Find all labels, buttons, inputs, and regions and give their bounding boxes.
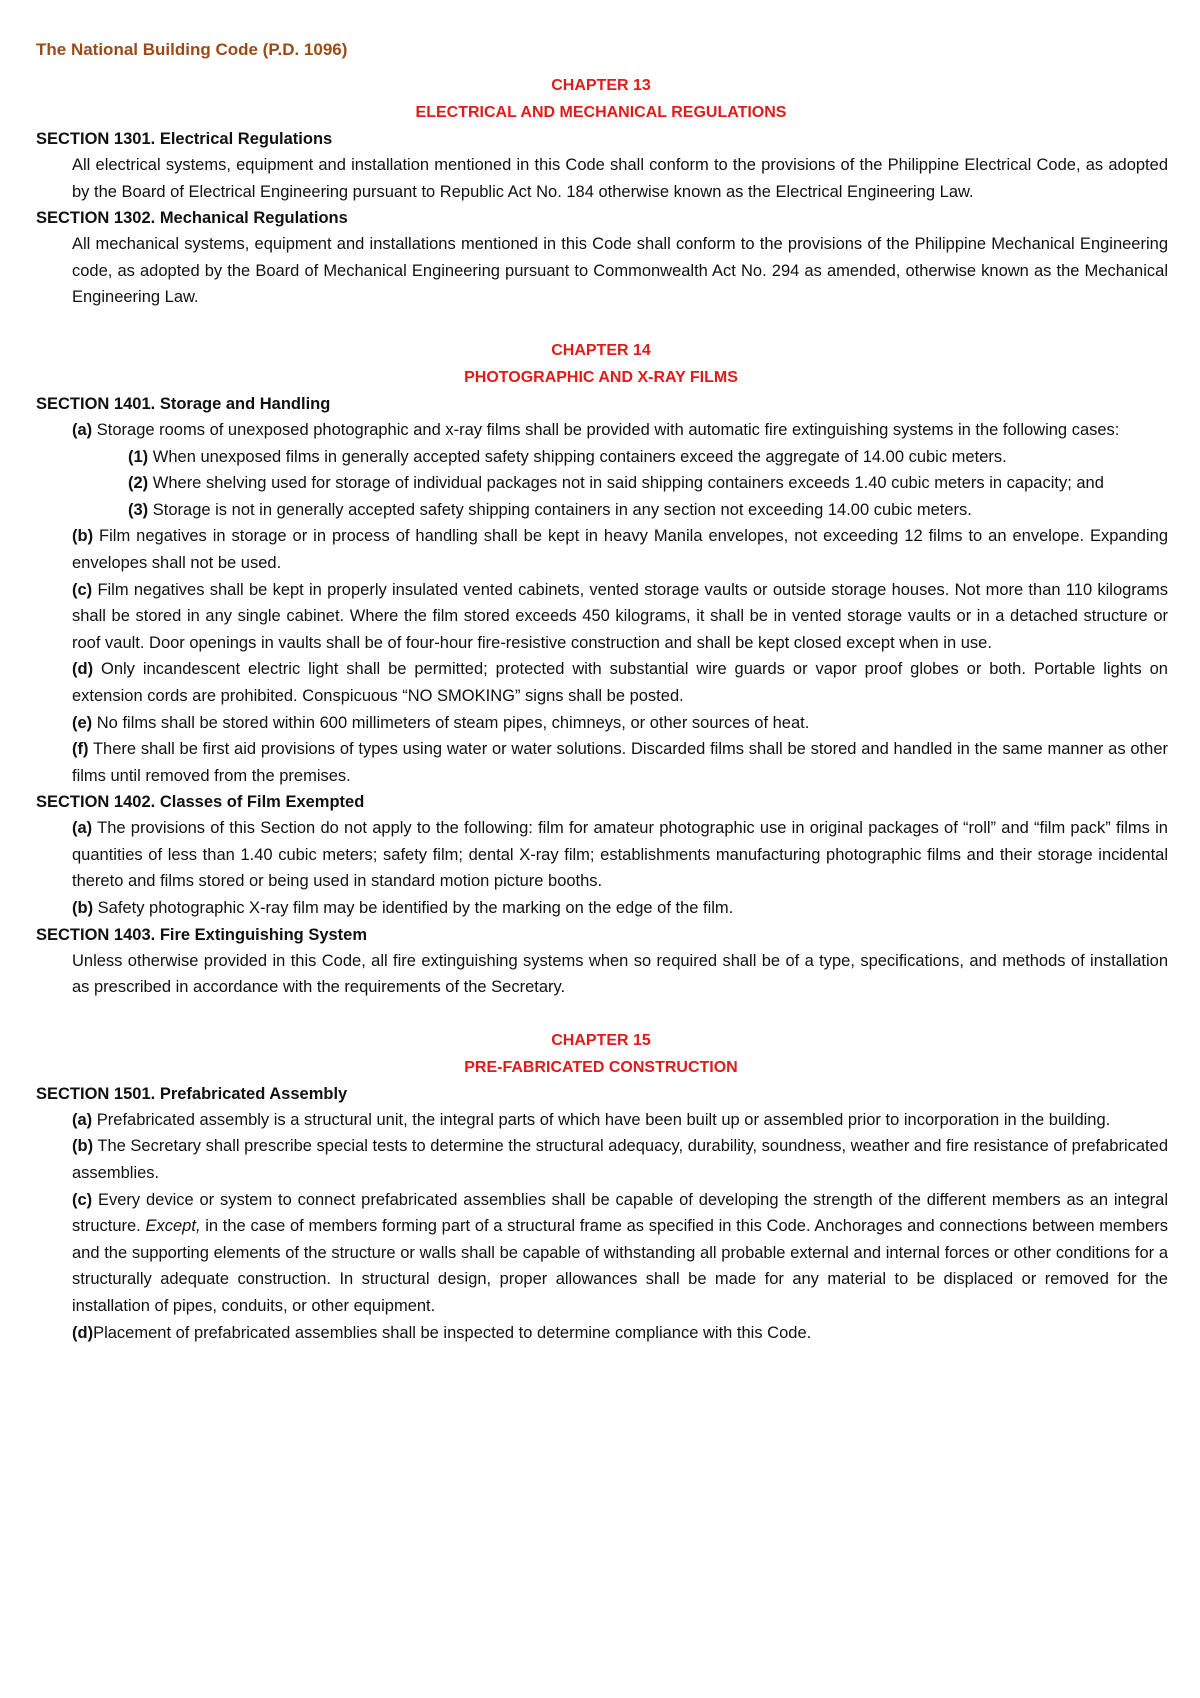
section-number: SECTION 1402. bbox=[36, 793, 156, 812]
item-text: Only incandescent electric light shall be permitted; protected with substantial wire guards or vapor proof globes or both. Portable lights on extension cords are prohibited. Conspicuous “NO SMOKING” signs shall be posted. bbox=[72, 660, 1168, 705]
section-number: SECTION 1301. bbox=[36, 130, 156, 148]
item-label: (2) bbox=[128, 474, 149, 493]
chapter-13-heading: CHAPTER 13 bbox=[551, 77, 651, 94]
section-1501-item-b bbox=[36, 1133, 1168, 1186]
item-text: Storage is not in generally accepted safety shipping containers in any section not exceeding 14.00 cubic meters. bbox=[152, 500, 972, 519]
section-1401-item-a1 bbox=[36, 444, 1168, 471]
section-1301-heading bbox=[36, 126, 1200, 152]
item-label: (b) bbox=[72, 527, 94, 546]
section-1501-item-d bbox=[36, 1320, 1168, 1347]
item-label: (f) bbox=[72, 740, 89, 759]
chapter-15-title: PRE-FABRICATED CONSTRUCTION bbox=[464, 1058, 738, 1076]
item-text: Where shelving used for storage of individual packages not in said shipping containers exceeds 1.40 cubic meters in capacity; and bbox=[152, 474, 1104, 493]
section-name: Storage and Handling bbox=[159, 394, 331, 413]
section-1302-text: All mechanical systems, equipment and installations mentioned in this Code shall conform to the provisions of the Philippine Mechanical Engineering code, as adopted by the Board of Mechanical Engineering pursuant to Commonwealth Act No. 294 as amended, otherwise known as the Mechanical Engineering Law. bbox=[72, 235, 1168, 307]
item-text: Safety photographic X-ray film may be identified by the marking on the edge of the film. bbox=[97, 899, 734, 918]
section-number: SECTION 1401. bbox=[36, 394, 156, 413]
section-name: Prefabricated Assembly bbox=[159, 1084, 348, 1103]
item-label: (a) bbox=[72, 1110, 93, 1129]
item-label: (1) bbox=[128, 447, 149, 466]
item-text: Film negatives shall be kept in properly insulated vented cabinets, vented storage vaults or outside storage houses. Not more than 110 kilograms shall be stored in any single cabinet. Where the film stored exceeds 450 kilograms, it shall be in vented storage vaults or in a detached structure or roof vault. Door openings in vaults shall be of four-hour fire-resistive construction and shall be kept closed except when in use. bbox=[72, 580, 1168, 652]
item-text: Every device or system to connect prefabricated assemblies shall be capable of developing the strength of the different members as an integral structure. bbox=[72, 1190, 1168, 1236]
item-label: (3) bbox=[128, 500, 149, 519]
section-1402-item-b bbox=[36, 895, 1168, 922]
section-1401-item-c bbox=[36, 577, 1168, 657]
section-1401-item-a bbox=[36, 417, 1168, 444]
document-title: The National Building Code (P.D. 1096) bbox=[36, 40, 348, 59]
item-text: Film negatives in storage or in process of handling shall be kept in heavy Manila envelopes, not exceeding 12 films to an envelope. Expanding envelopes shall not be used. bbox=[72, 527, 1168, 572]
item-label: (b) bbox=[72, 1137, 94, 1156]
section-name: Classes of Film Exempted bbox=[159, 793, 365, 812]
section-number: SECTION 1501. bbox=[36, 1084, 156, 1103]
item-label: (e) bbox=[72, 713, 93, 732]
item-text: Placement of prefabricated assemblies shall be inspected to determine compliance with this Code. bbox=[93, 1323, 812, 1342]
item-label: (a) bbox=[72, 420, 93, 439]
section-name: Fire Extinguishing System bbox=[159, 925, 368, 944]
item-label: (c) bbox=[72, 1190, 93, 1209]
item-text: There shall be first aid provisions of types using water or water solutions. Discarded films shall be stored and handled in the same manner as other films until removed from the premises. bbox=[72, 740, 1168, 785]
item-label: (c) bbox=[72, 580, 93, 599]
section-1501-item-c bbox=[36, 1187, 1168, 1320]
section-1301-text: All electrical systems, equipment and installation mentioned in this Code shall conform to the provisions of the Philippine Electrical Code, as adopted by the Board of Electrical Engineering pursuant to Republic Act No. 184 otherwise known as the Electrical Engineering Law. bbox=[72, 156, 1168, 201]
item-label: (d) bbox=[72, 1323, 94, 1342]
item-text: No films shall be stored within 600 millimeters of steam pipes, chimneys, or other sources of heat. bbox=[96, 713, 810, 732]
section-1401-item-e bbox=[36, 710, 1168, 737]
chapter-14-heading: CHAPTER 14 bbox=[551, 341, 651, 359]
section-1401-item-b bbox=[36, 523, 1168, 576]
item-text: The provisions of this Section do not apply to the following: film for amateur photographic use in original packages of “roll” and “film pack” films in quantities of less than 1.40 cubic meters; safety film; dental X-ray film; establishments manufacturing photographic films and their storage incidental thereto and films stored or being used in standard motion picture booths. bbox=[72, 819, 1168, 891]
item-text: Storage rooms of unexposed photographic and x-ray films shall be provided with automatic fire extinguishing systems in the following cases: bbox=[96, 420, 1120, 439]
item-label: (d) bbox=[72, 660, 94, 679]
section-1401-item-a2 bbox=[36, 470, 1168, 497]
section-number: SECTION 1403. bbox=[36, 925, 156, 944]
section-1401-item-f bbox=[36, 736, 1168, 789]
section-1403-heading bbox=[36, 922, 1200, 948]
item-text: Prefabricated assembly is a structural unit, the integral parts of which have been built up or assembled prior to incorporation in the building. bbox=[96, 1110, 1111, 1129]
section-name: Mechanical Regulations bbox=[159, 209, 348, 228]
section-1401-item-d bbox=[36, 656, 1168, 709]
section-name: Electrical Regulations bbox=[159, 130, 333, 148]
section-1401-heading bbox=[36, 391, 1200, 417]
item-label: (b) bbox=[72, 899, 94, 918]
section-1402-heading bbox=[36, 789, 1200, 815]
section-number: SECTION 1302. bbox=[36, 209, 156, 228]
item-label: (a) bbox=[72, 819, 93, 838]
item-text: in the case of members forming part of a structural frame as specified in this Code. Anchorages and connections between members and the supporting elements of the structure or walls shall be capable of withstanding all probable external and internal forces or other conditions for a structurally adequate construction. In structural design, proper allowances shall be made for any material to be displaced or removed for the installation of pipes, conduits, or other equipment. bbox=[72, 1217, 1168, 1315]
section-1302-heading bbox=[36, 205, 1200, 231]
section-1401-item-a3 bbox=[36, 497, 1168, 524]
section-1501-heading bbox=[36, 1081, 1200, 1107]
section-1501-item-a bbox=[36, 1107, 1168, 1134]
chapter-13-title: ELECTRICAL AND MECHANICAL REGULATIONS bbox=[415, 104, 787, 121]
item-text: When unexposed films in generally accepted safety shipping containers exceed the aggregate of 14.00 cubic meters. bbox=[152, 447, 1007, 466]
section-1402-item-a bbox=[36, 815, 1168, 895]
chapter-14-title: PHOTOGRAPHIC AND X-RAY FILMS bbox=[464, 368, 738, 386]
item-text-emphasis: Except, bbox=[145, 1217, 201, 1236]
chapter-15-heading: CHAPTER 15 bbox=[551, 1031, 651, 1049]
section-1403-text: Unless otherwise provided in this Code, all fire extinguishing systems when so required shall be of a type, specifications, and methods of installation as prescribed in accordance with the requirements of the Secretary. bbox=[72, 951, 1168, 997]
item-text: The Secretary shall prescribe special tests to determine the structural adequacy, durability, soundness, weather and fire resistance of prefabricated assemblies. bbox=[72, 1137, 1168, 1183]
